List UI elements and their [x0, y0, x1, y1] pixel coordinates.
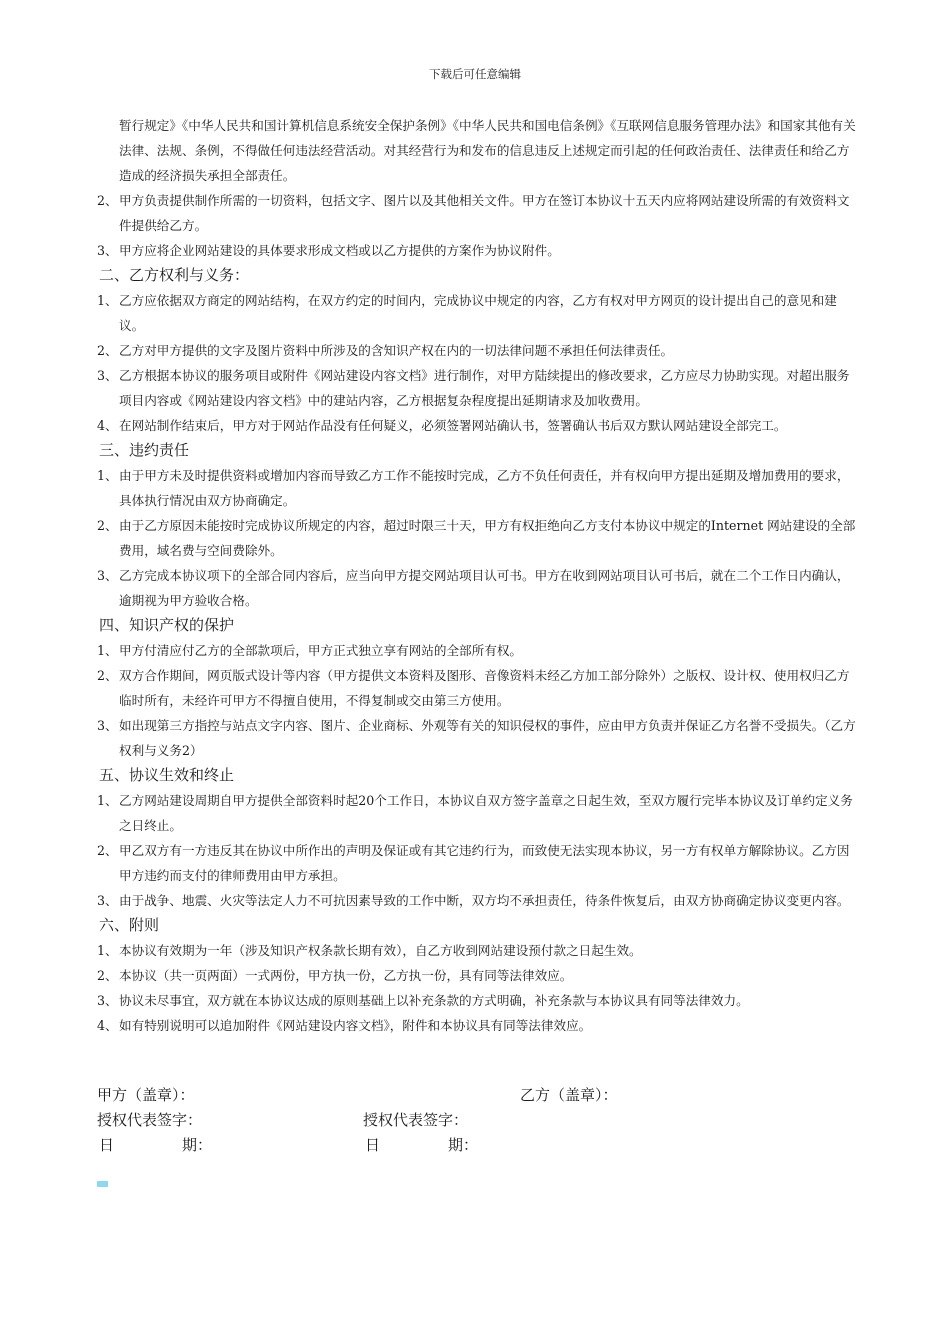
- clause-text: 甲乙双方有一方违反其在协议中所作出的声明及保证或有其它违约行为，而致使无法实现本协议，另一方有权单方解除协议。乙方因甲方违约而支付的律师费用由甲方承担。: [119, 843, 850, 883]
- clause-text: 甲方应将企业网站建设的具体要求形成文档或以乙方提供的方案作为协议附件。: [119, 243, 560, 258]
- clause-number: 3、: [97, 893, 118, 908]
- clause-number: 1、: [97, 793, 118, 808]
- clause-text: 协议未尽事宜，双方就在本协议达成的原则基础上以补充条款的方式明确，补充条款与本协议具有同等法律效力。: [119, 993, 749, 1008]
- clause: [97, 963, 857, 988]
- clause: [97, 413, 857, 438]
- paragraph-text: 暂行规定》《中华人民共和国计算机信息系统安全保护条例》《中华人民共和国电信条例》《互联网信息服务管理办法》和国家其他有关法律、法规、条例，不得做任何违法经营活动。对其经营行为和发布的信息违反上述规定而引起的任何政治责任、法律责任和给乙方造成的经济损失承担全部责任。: [119, 118, 856, 183]
- party-a-clause-3: [97, 238, 857, 263]
- clause: [97, 663, 857, 713]
- clause-text: 如有特别说明可以追加附件《网站建设内容文档》，附件和本协议具有同等法律效应。: [119, 1018, 592, 1033]
- clause-text: 甲方付清应付乙方的全部款项后，甲方正式独立享有网站的全部所有权。: [119, 643, 522, 658]
- clause-text: 本协议有效期为一年（涉及知识产权条款长期有效），自乙方收到网站建设预付款之日起生效。: [119, 943, 642, 958]
- party-b-date-label-end: 期：: [448, 1136, 479, 1154]
- section-heading-ip-protection: 四、知识产权的保护: [99, 616, 235, 634]
- clause: [97, 563, 857, 613]
- clause-number: 1、: [97, 643, 118, 658]
- clause-text: 本协议（共一页两面）一式两份，甲方执一份，乙方执一份，具有同等法律效应。: [119, 968, 573, 983]
- clause: [97, 938, 857, 963]
- clause: [97, 1013, 857, 1038]
- section-heading-party-b-rights: 二、乙方权利与义务：: [99, 266, 250, 284]
- intro-continuation-paragraph: [97, 113, 857, 188]
- clause-text: 甲方负责提供制作所需的一切资料，包括文字、图片以及其他相关文件。甲方在签订本协议十五天内应将网站建设所需的有效资料文件提供给乙方。: [119, 193, 850, 233]
- clause: [97, 513, 857, 563]
- clause-number: 2、: [97, 968, 118, 983]
- clause-number: 3、: [97, 993, 118, 1008]
- clause-text: 乙方应依据双方商定的网站结构，在双方约定的时间内，完成协议中规定的内容，乙方有权对甲方网页的设计提出自己的意见和建议。: [119, 293, 837, 333]
- clause-text: 由于战争、地震、火灾等法定人力不可抗因素导致的工作中断，双方均不承担责任，待条件恢复后，由双方协商确定协议变更内容。: [119, 893, 850, 908]
- clause-number: 3、: [97, 243, 118, 258]
- clause-text: 由于甲方未及时提供资料或增加内容而导致乙方工作不能按时完成，乙方不负任何责任，并有权向甲方提出延期及增加费用的要求，具体执行情况由双方协商确定。: [119, 468, 850, 508]
- clause: [97, 338, 857, 363]
- clause-text: 在网站制作结束后，甲方对于网站作品没有任何疑义，必须签署网站确认书，签署确认书后双方默认网站建设全部完工。: [119, 418, 787, 433]
- agreement-body: [97, 113, 857, 1038]
- clause: [97, 988, 857, 1013]
- clause-number: 2、: [97, 668, 118, 683]
- party-b-representative-label: 授权代表签字：: [363, 1111, 469, 1129]
- clause-number: 3、: [97, 568, 118, 583]
- clause-number: 3、: [97, 718, 118, 733]
- page-header-note: 下载后可任意编辑: [429, 67, 521, 81]
- section-heading-effect-termination: 五、协议生效和终止: [99, 766, 235, 784]
- clause-number: 2、: [97, 193, 118, 208]
- cursor-marker: [97, 1181, 108, 1187]
- clause-text: 乙方完成本协议项下的全部合同内容后，应当向甲方提交网站项目认可书。甲方在收到网站项目认可书后，就在二个工作日内确认，逾期视为甲方验收合格。: [119, 568, 850, 608]
- party-a-seal-label: 甲方（盖章）：: [97, 1086, 195, 1104]
- clause-number: 2、: [97, 843, 118, 858]
- clause: [97, 463, 857, 513]
- clause-text: 乙方对甲方提供的文字及图片资料中所涉及的含知识产权在内的一切法律问题不承担任何法律责任。: [119, 343, 674, 358]
- clause: [97, 638, 857, 663]
- clause-text: 乙方网站建设周期自甲方提供全部资料时起20个工作日，本协议自双方签字盖章之日起生效，至双方履行完毕本协议及订单约定义务之日终止。: [119, 793, 853, 833]
- clause-text: 由于乙方原因未能按时完成协议所规定的内容，超过时限三十天，甲方有权拒绝向乙方支付本协议中规定的Internet 网站建设的全部费用，域名费与空间费除外。: [119, 518, 856, 558]
- party-a-clause-2: [97, 188, 857, 238]
- clause-number: 3、: [97, 368, 118, 383]
- clause: [97, 288, 857, 338]
- section-heading-breach-liability: 三、违约责任: [99, 441, 190, 459]
- clause-number: 1、: [97, 293, 118, 308]
- clause: [97, 788, 857, 838]
- clause-text: 如出现第三方指控与站点文字内容、图片、企业商标、外观等有关的知识侵权的事件，应由甲方负责并保证乙方名誉不受损失。（乙方权利与义务2）: [119, 718, 856, 758]
- clause: [97, 888, 857, 913]
- clause-text: 双方合作期间，网页版式设计等内容（甲方提供文本资料及图形、音像资料未经乙方加工部分除外）之版权、设计权、使用权归乙方临时所有，未经许可甲方不得擅自使用，不得复制或交由第三方使用。: [119, 668, 850, 708]
- party-a-date-label-start: 日: [99, 1136, 115, 1154]
- party-a-representative-label: 授权代表签字：: [97, 1111, 203, 1129]
- clause-text: 乙方根据本协议的服务项目或附件《网站建设内容文档》进行制作，对甲方陆续提出的修改要求，乙方应尽力协助实现。对超出服务项目内容或《网站建设内容文档》中的建站内容，乙方根据复杂程度提出延期请求及加收费用。: [119, 368, 850, 408]
- clause: [97, 363, 857, 413]
- clause-number: 4、: [97, 1018, 118, 1033]
- clause: [97, 838, 857, 888]
- clause-number: 1、: [97, 943, 118, 958]
- clause-number: 1、: [97, 468, 118, 483]
- clause: [97, 713, 857, 763]
- party-a-date-label-end: 期：: [182, 1136, 213, 1154]
- clause-number: 4、: [97, 418, 118, 433]
- section-heading-supplementary: 六、附则: [99, 916, 160, 934]
- clause-number: 2、: [97, 343, 118, 358]
- party-b-date-label-start: 日: [365, 1136, 381, 1154]
- clause-number: 2、: [97, 518, 118, 533]
- party-b-seal-label: 乙方（盖章）：: [520, 1086, 618, 1104]
